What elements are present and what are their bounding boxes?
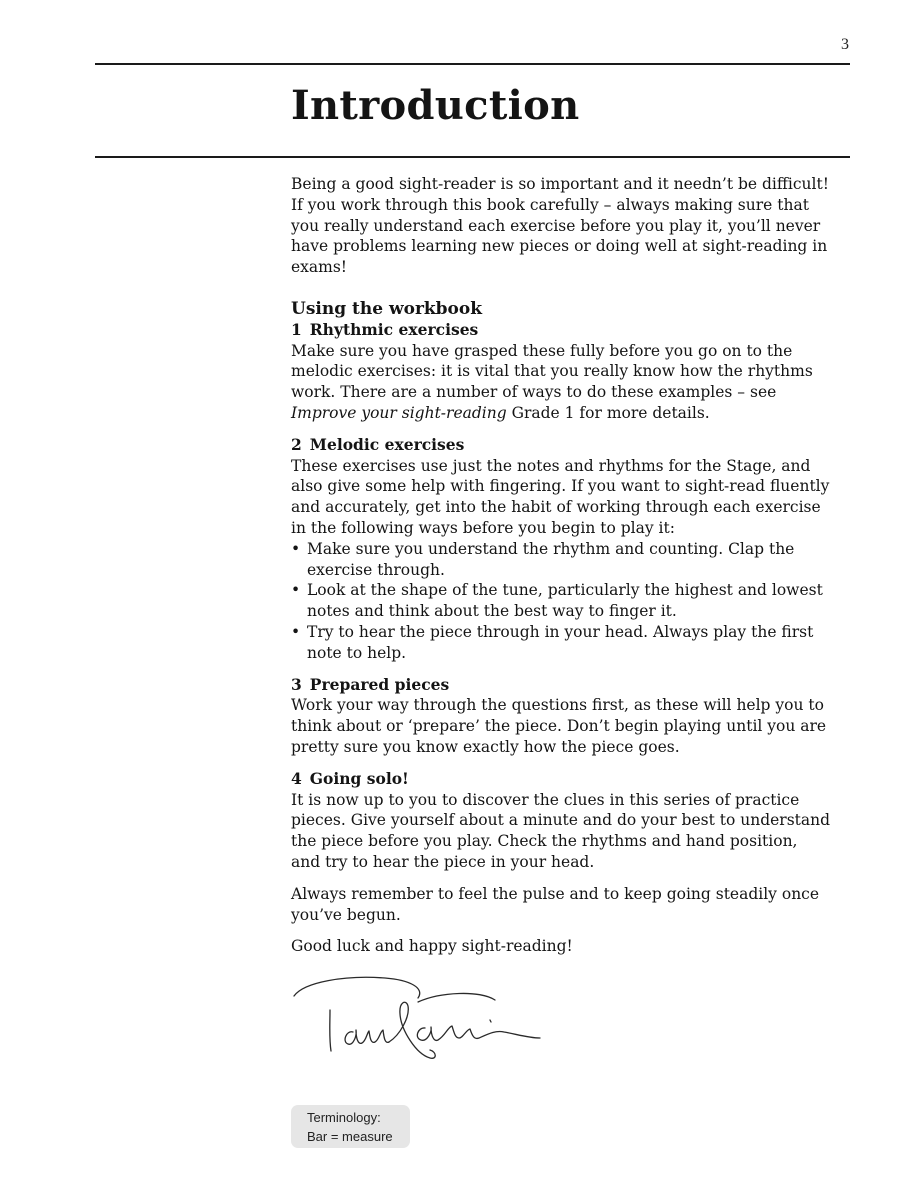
exercise-rhythmic — [291, 320, 831, 424]
exercise-heading — [291, 675, 831, 696]
exercise-title: Prepared pieces — [309, 674, 450, 694]
list-item-text: Try to hear the piece through in your head. Always play the first note to help. — [307, 622, 814, 662]
exercise-number: 1 — [291, 319, 302, 339]
main-content — [291, 174, 831, 957]
bullet-icon: • — [291, 622, 301, 641]
exercise-number: 4 — [291, 768, 302, 788]
terminology-entry: Bar = measure — [307, 1129, 393, 1144]
exercise-title: Melodic exercises — [309, 434, 465, 454]
exercise-text-part: Make sure you have grasped these fully before you go on to the melodic exercises: it is vital that you really know how the rhythms work. There are a number of ways to do these examples – see — [291, 341, 813, 402]
exercise-text: Work your way through the questions first, as these will help you to think about or ‘prepare’ the piece. Don’t begin playing until you are pretty sure you know exactly how the piece goes. — [291, 696, 827, 756]
terminology-label: Terminology: — [307, 1110, 381, 1125]
bullet-icon: • — [291, 539, 301, 558]
bullet-list — [291, 539, 831, 664]
exercise-text: It is now up to you to discover the clues in this series of practice pieces. Give yourself about a minute and do your best to understand the piece before you play. Check the rhythms and hand position, and try to hear the piece in your head. — [291, 790, 831, 871]
bullet-icon: • — [291, 581, 301, 600]
exercise-melodic — [291, 435, 831, 664]
exercise-text-part: Grade 1 for more details. — [506, 403, 710, 422]
exercise-heading — [291, 769, 831, 790]
list-item — [291, 622, 831, 664]
exercise-number: 2 — [291, 434, 302, 454]
list-item-text: Look at the shape of the tune, particularly the highest and lowest notes and think about the best way to finger it. — [307, 581, 823, 621]
sign-off: Good luck and happy sight-reading! — [291, 937, 573, 956]
list-item-text: Make sure you understand the rhythm and counting. Clap the exercise through. — [307, 539, 795, 579]
top-rule — [95, 63, 850, 65]
exercise-number: 3 — [291, 674, 302, 694]
exercise-text — [291, 341, 831, 424]
list-item — [291, 539, 831, 581]
signature — [290, 972, 550, 1067]
page-title: Introduction — [291, 82, 580, 129]
terminology-box — [291, 1105, 410, 1148]
page-number: 3 — [841, 36, 849, 53]
exercise-prepared — [291, 675, 831, 758]
exercise-title: Rhythmic exercises — [309, 319, 479, 339]
bottom-rule — [95, 156, 850, 158]
section-heading: Using the workbook — [291, 298, 483, 319]
intro-paragraph: Being a good sight-reader is so important and it needn’t be difficult! If you work through this book carefully – always making sure that you really understand each exercise before you play it, you’ll never have problems learning new pieces or doing well at sight-reading in exams! — [291, 175, 829, 277]
book-title-italic: Improve your sight-reading — [291, 403, 507, 422]
exercise-title: Going solo! — [309, 768, 409, 788]
exercise-heading — [291, 320, 831, 341]
exercise-heading — [291, 435, 831, 456]
signature-drawing — [290, 972, 550, 1067]
list-item — [291, 580, 831, 622]
exercise-solo — [291, 769, 831, 873]
closing-paragraph: Always remember to feel the pulse and to keep going steadily once you’ve begun. — [291, 884, 820, 924]
exercise-text: These exercises use just the notes and rhythms for the Stage, and also give some help with fingering. If you want to sight-read fluently and accurately, get into the habit of working through each exercise in the following ways before you begin to play it: — [291, 456, 830, 537]
